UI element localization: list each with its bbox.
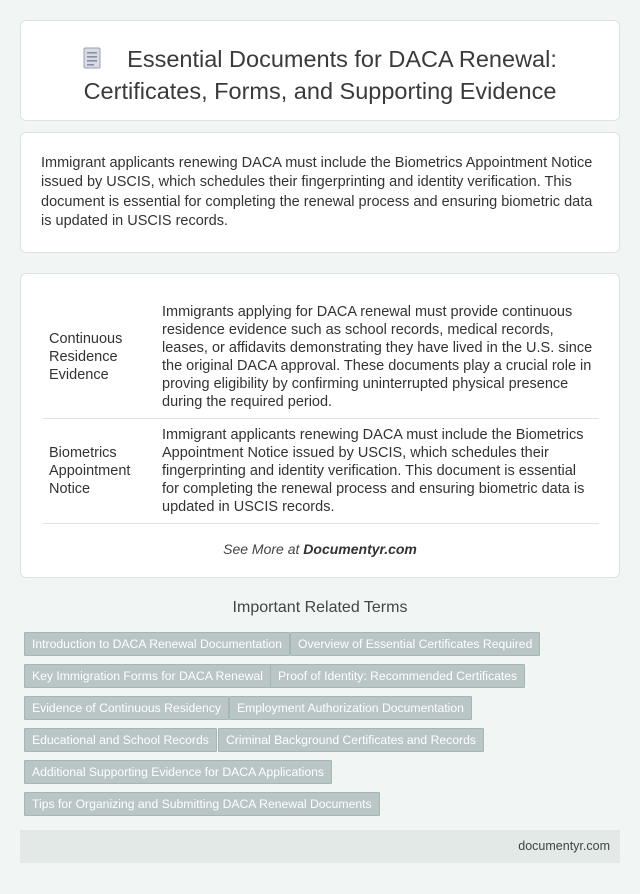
term-cell: Biometrics Appointment Notice <box>49 445 131 497</box>
see-more-site[interactable]: Documentyr.com <box>303 541 417 557</box>
footer-site-link[interactable]: documentyr.com <box>518 839 610 853</box>
see-more-prefix: See More at <box>223 541 304 557</box>
info-table-card <box>20 273 620 578</box>
intro-text: Immigrant applicants renewing DACA must include the Biometrics Appointment Notice issued by USCIS, which schedules their fingerprinting and identity verification. This document is essential for completing the renewal process and ensuring biometric data is updated in USCIS records. <box>41 155 593 229</box>
related-term-chip[interactable]: Evidence of Continuous Residency <box>24 696 229 720</box>
related-term-chip[interactable]: Educational and School Records <box>24 728 217 752</box>
related-terms-heading: Important Related Terms <box>232 599 408 616</box>
info-table <box>43 296 599 524</box>
related-term-chip[interactable]: Proof of Identity: Recommended Certificates <box>270 664 525 688</box>
related-term-chip[interactable]: Tips for Organizing and Submitting DACA Renewal Documents <box>24 792 380 816</box>
related-term-chip[interactable]: Employment Authorization Documentation <box>229 696 472 720</box>
term-cell: Continuous Residence Evidence <box>49 331 123 383</box>
table-row <box>43 419 599 524</box>
description-cell: Immigrants applying for DACA renewal must provide continuous residence evidence such as school records, medical records, leases, or affidavits demonstrating they have lived in the U.S. since the original DACA approval. These documents play a crucial role in proving eligibility by confirming uninterrupted physical presence during the required period. <box>162 304 593 410</box>
see-more-link[interactable] <box>21 541 619 557</box>
footer <box>20 830 620 863</box>
page-title <box>21 21 619 107</box>
title-card <box>20 20 620 121</box>
related-term-chip[interactable]: Introduction to DACA Renewal Documentation <box>24 632 290 656</box>
title-line-2: Certificates, Forms, and Supporting Evidence <box>83 78 557 104</box>
related-term-chip[interactable]: Overview of Essential Certificates Required <box>290 632 540 656</box>
related-term-chip[interactable]: Additional Supporting Evidence for DACA Applications <box>24 760 332 784</box>
description-cell: Immigrant applicants renewing DACA must include the Biometrics Appointment Notice issued by USCIS, which schedules their fingerprinting and identity verification. This document is essential for completing the renewal process and ensuring biometric data is updated in USCIS records. <box>162 427 585 515</box>
related-term-chip[interactable]: Key Immigration Forms for DACA Renewal <box>24 664 271 688</box>
table-row <box>43 296 599 419</box>
title-line-1: Essential Documents for DACA Renewal: <box>127 46 557 72</box>
document-icon <box>83 47 101 69</box>
related-term-chip[interactable]: Criminal Background Certificates and Records <box>218 728 484 752</box>
intro-card <box>20 132 620 253</box>
